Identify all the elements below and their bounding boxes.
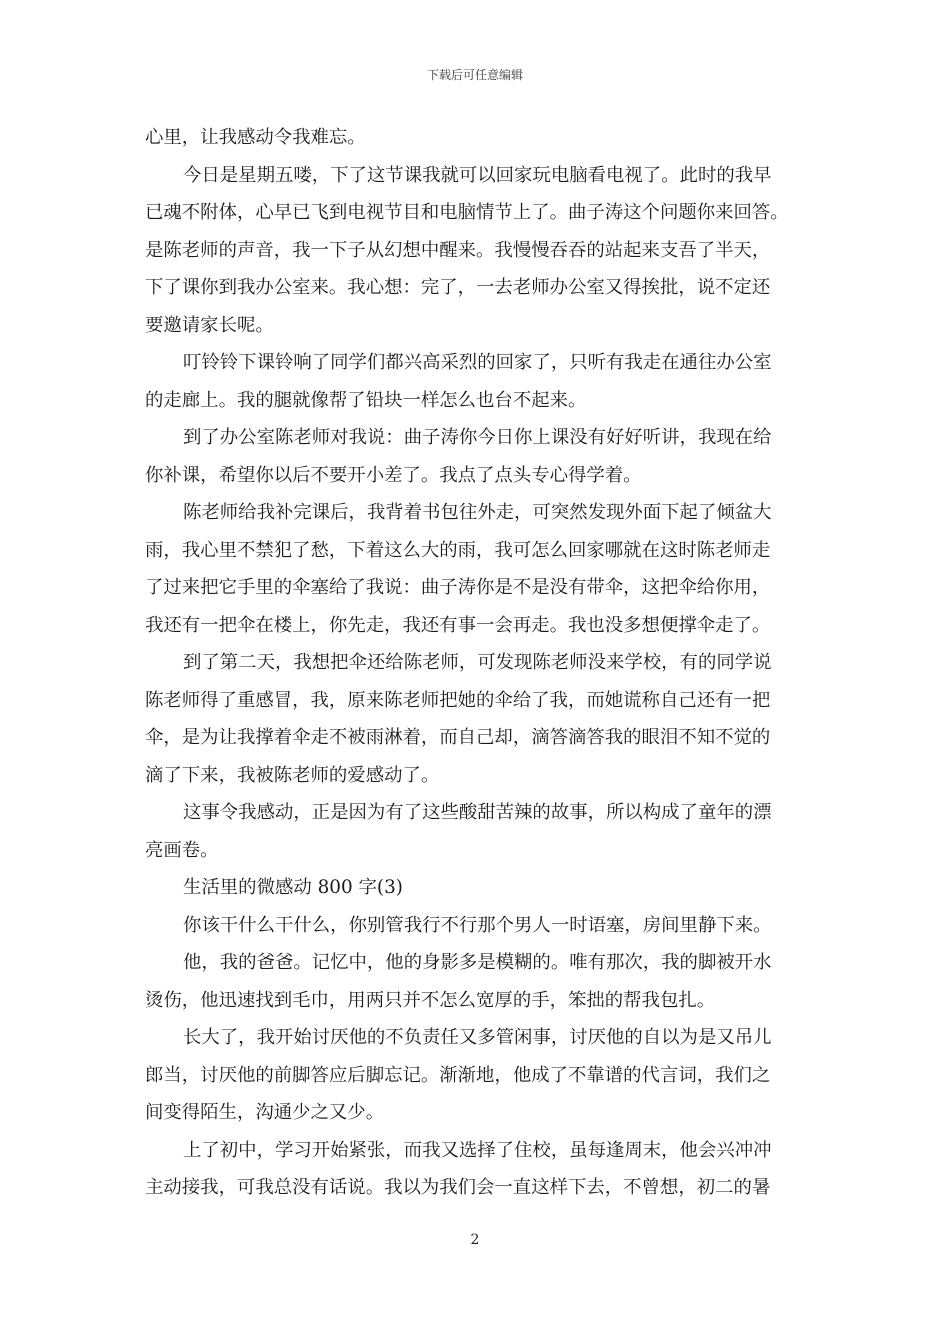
text-line: 间变得陌生，沟通少之又少。 bbox=[145, 1102, 385, 1123]
text-line: 长大了，我开始讨厌他的不负责任又多管闲事，讨厌他的自以为是又吊儿 bbox=[183, 1027, 772, 1048]
text-line: 下了课你到我办公室来。我心想：完了，一去老师办公室又得挨批，说不定还 bbox=[145, 277, 771, 298]
text-line: 叮铃铃下课铃响了同学们都兴高采烈的回家了，只听有我走在通往办公室 bbox=[183, 352, 772, 373]
text-line: 他，我的爸爸。记忆中，他的身影多是模糊的。唯有那次，我的脚被开水 bbox=[183, 952, 772, 973]
text-line: 我还有一把伞在楼上，你先走，我还有事一会再走。我也没多想便撑伞走了。 bbox=[145, 614, 771, 636]
text-line: 到了第二天，我想把伞还给陈老师，可发现陈老师没来学校，有的同学说 bbox=[183, 652, 772, 673]
text-line: 今日是星期五喽，下了这节课我就可以回家玩电脑看电视了。此时的我早 bbox=[183, 164, 772, 186]
text-line: 雨，我心里不禁犯了愁，下着这么大的雨，我可怎么回家哪就在这时陈老师走 bbox=[145, 539, 771, 561]
text-line: 是陈老师的声音，我一下子从幻想中醒来。我慢慢吞吞的站起来支吾了半天， bbox=[145, 239, 771, 261]
text-line: 到了办公室陈老师对我说：曲子涛你今日你上课没有好好听讲，我现在给 bbox=[183, 427, 772, 448]
text-line: 陈老师得了重感冒，我，原来陈老师把她的伞给了我，而她谎称自己还有一把 bbox=[145, 689, 771, 711]
text-line: 亮画卷。 bbox=[145, 839, 219, 861]
text-line: 你补课，希望你以后不要开小差了。我点了点头专心得学着。 bbox=[145, 464, 642, 486]
text-line: 上了初中，学习开始紧张，而我又选择了住校，虽每逢周末，他会兴冲冲 bbox=[183, 1139, 772, 1161]
text-line: 伞，是为让我撑着伞走不被雨淋着，而自己却，滴答滴答我的眼泪不知不觉的 bbox=[145, 727, 771, 748]
page-number: 2 bbox=[470, 1232, 480, 1248]
text-line: 主动接我，可我总没有话说。我以为我们会一直这样下去，不曾想，初二的暑 bbox=[145, 1177, 771, 1198]
text-line: 陈老师给我补完课后，我背着书包往外走，可突然发现外面下起了倾盆大 bbox=[183, 502, 772, 523]
text-line: 心里，让我感动令我难忘。 bbox=[145, 127, 366, 148]
text-line: 烫伤，他迅速找到毛巾，用两只并不怎么宽厚的手，笨拙的帮我包扎。 bbox=[145, 989, 716, 1011]
text-line: 你该干什么干什么，你别管我行不行那个男人一时语塞，房间里静下来。 bbox=[183, 914, 772, 936]
text-line: 了过来把它手里的伞塞给了我说：曲子涛你是不是没有带伞，这把伞给你用， bbox=[145, 577, 771, 598]
page-header: 下载后可任意编辑 bbox=[426, 68, 523, 82]
text-line: 郎当，讨厌他的前脚答应后脚忘记。渐渐地，他成了不靠谱的代言词，我们之 bbox=[145, 1064, 771, 1086]
text-line: 的走廊上。我的腿就像帮了铅块一样怎么也台不起来。 bbox=[145, 389, 587, 411]
text-line: 这事令我感动，正是因为有了这些酸甜苦辣的故事，所以构成了童年的漂 bbox=[183, 802, 772, 823]
text-line: 生活里的微感动 800 字(3) bbox=[183, 877, 403, 898]
text-line: 要邀请家长呢。 bbox=[145, 314, 274, 336]
text-line: 滴了下来，我被陈老师的爱感动了。 bbox=[145, 764, 440, 786]
document-body bbox=[145, 119, 815, 1207]
text-line: 已魂不附体，心早已飞到电视节目和电脑情节上了。曲子涛这个问题你来回答。 bbox=[145, 202, 789, 223]
